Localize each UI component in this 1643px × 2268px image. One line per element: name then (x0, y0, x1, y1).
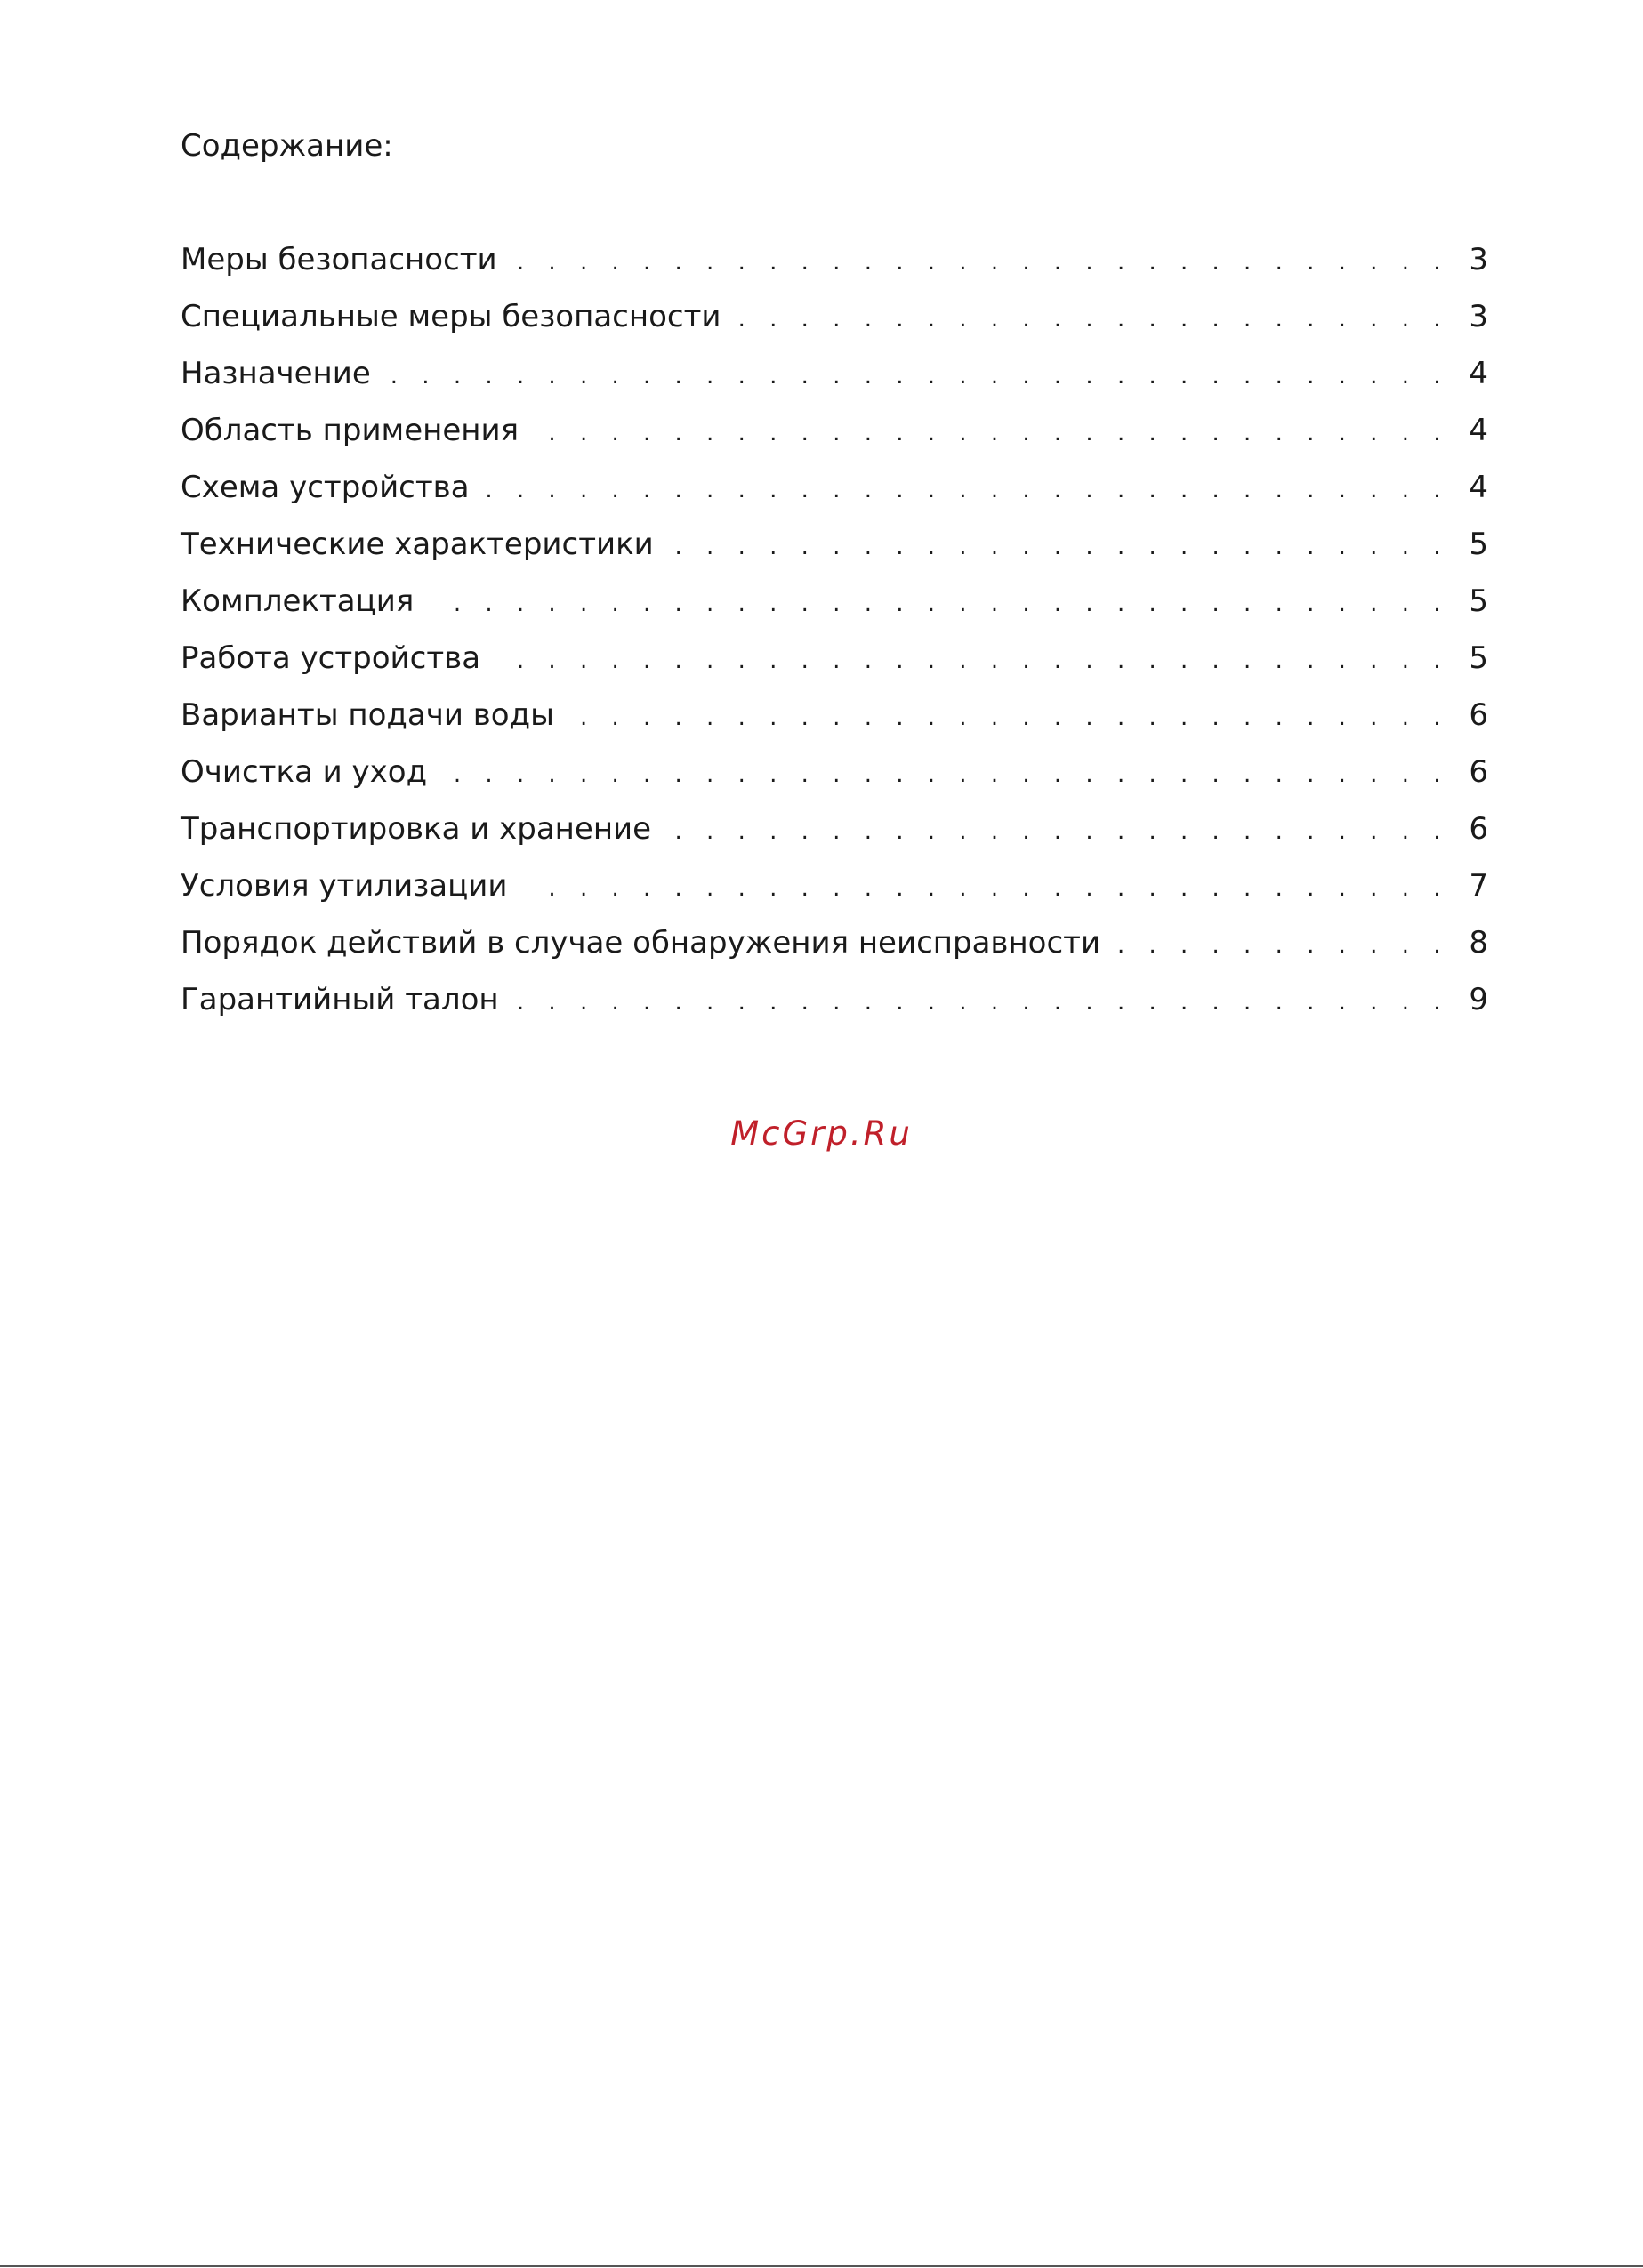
toc-entry[interactable] (181, 808, 1488, 865)
toc-entry-title: Условия утилизации (181, 868, 508, 904)
toc-entry-page: 5 (1469, 527, 1488, 562)
toc-entry-title: Транспортировка и хранение (181, 811, 652, 847)
toc-entry[interactable] (181, 637, 1488, 694)
toc-dot-leader (431, 583, 1449, 625)
toc-entry-title: Варианты подачи воды (181, 697, 554, 733)
toc-entry-page: 8 (1469, 925, 1488, 961)
toc-entry-page: 6 (1469, 697, 1488, 733)
toc-entry-title: Схема устройства (181, 470, 470, 505)
toc-entry[interactable] (181, 352, 1488, 409)
toc-dot-leader (525, 867, 1449, 910)
toc-entry-title: Очистка и уход (181, 754, 428, 790)
toc-dot-leader (1118, 924, 1449, 967)
toc-entry-page: 9 (1469, 982, 1488, 1017)
toc-entry-title: Комплектация (181, 583, 415, 619)
page-bottom-border (0, 2265, 1643, 2267)
toc-dot-leader (445, 753, 1449, 796)
toc-entry-page: 5 (1469, 640, 1488, 676)
toc-entry[interactable] (181, 865, 1488, 921)
toc-entry-page: 4 (1469, 470, 1488, 505)
toc-dot-leader (536, 412, 1449, 454)
toc-entry[interactable] (181, 694, 1488, 751)
toc-entry-title: Меры безопасности (181, 242, 497, 277)
toc-dot-leader (672, 526, 1449, 568)
toc-dot-leader (487, 469, 1449, 511)
toc-entry-title: Специальные меры безопасности (181, 299, 721, 334)
toc-entry-page: 5 (1469, 583, 1488, 619)
toc-entry-page: 4 (1469, 356, 1488, 391)
toc-entry-page: 7 (1469, 868, 1488, 904)
toc-entry-page: 3 (1469, 299, 1488, 334)
toc-entry[interactable] (181, 523, 1488, 580)
toc-dot-leader (389, 355, 1449, 398)
toc-entry[interactable] (181, 466, 1488, 523)
toc-entry[interactable] (181, 921, 1488, 978)
toc-entry[interactable] (181, 580, 1488, 637)
watermark-logo: McGrp.Ru (730, 1114, 913, 1153)
toc-entry[interactable] (181, 295, 1488, 352)
toc-dot-leader (498, 639, 1449, 682)
toc-dot-leader (738, 298, 1449, 341)
toc-entry-page: 4 (1469, 413, 1488, 448)
toc-dot-leader (669, 810, 1449, 853)
toc-entry[interactable] (181, 751, 1488, 808)
table-of-contents (181, 238, 1488, 1035)
toc-entry[interactable] (181, 238, 1488, 295)
toc-entry-page: 6 (1469, 754, 1488, 790)
toc-entry-title: Работа устройства (181, 640, 481, 676)
toc-entry-title: Гарантийный талон (181, 982, 499, 1017)
toc-entry-title: Назначение (181, 356, 371, 391)
toc-entry-page: 3 (1469, 242, 1488, 277)
toc-entry-title: Технические характеристики (181, 527, 654, 562)
toc-dot-leader (572, 696, 1449, 739)
toc-dot-leader (517, 981, 1449, 1024)
toc-entry-page: 6 (1469, 811, 1488, 847)
toc-entry-title: Порядок действий в случае обнаружения неисправности (181, 925, 1101, 961)
toc-dot-leader (515, 241, 1449, 284)
toc-entry-title: Область применения (181, 413, 519, 448)
toc-heading: Содержание: (181, 128, 393, 164)
toc-entry[interactable] (181, 409, 1488, 466)
toc-entry[interactable] (181, 978, 1488, 1035)
